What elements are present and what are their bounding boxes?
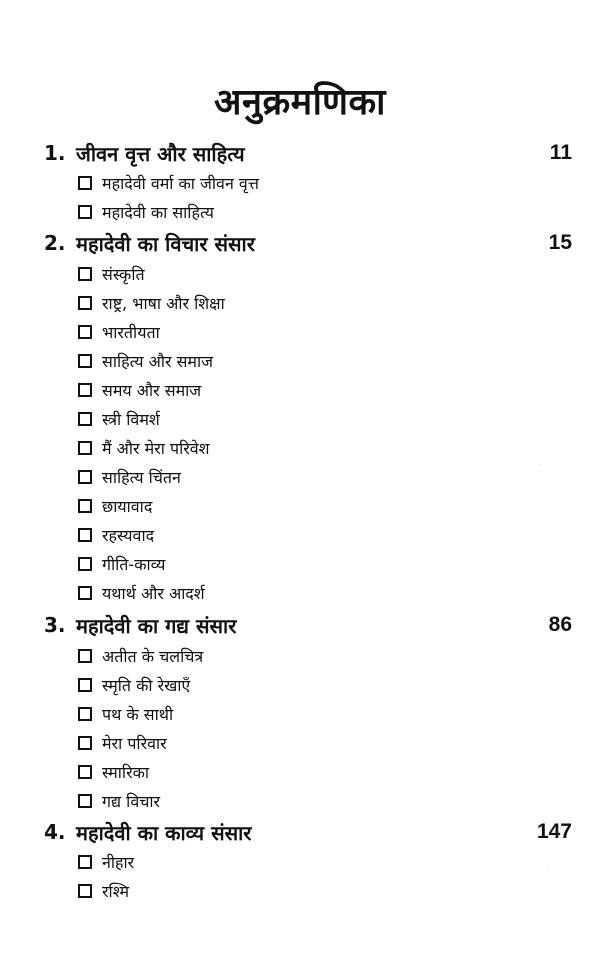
- checkbox-bullet-icon: [78, 383, 92, 397]
- toc-item: [78, 701, 173, 727]
- chapter-heading: [44, 138, 572, 168]
- checkbox-bullet-icon: [78, 678, 92, 692]
- checkbox-bullet-icon: [78, 528, 92, 542]
- chapter-title: महादेवी का काव्य संसार: [76, 820, 252, 845]
- checkbox-bullet-icon: [78, 884, 92, 898]
- checkbox-bullet-icon: [78, 176, 92, 190]
- chapter-number: 2.: [44, 231, 66, 255]
- toc-item-label: रहस्यवाद: [102, 526, 155, 545]
- toc-item: [78, 199, 214, 225]
- toc-item-label: राष्ट्र, भाषा और शिक्षा: [102, 294, 225, 313]
- toc-item: [78, 730, 167, 756]
- checkbox-bullet-icon: [78, 765, 92, 779]
- checkbox-bullet-icon: [78, 707, 92, 721]
- chapter-number: 3.: [44, 613, 66, 637]
- toc-item-label: मैं और मेरा परिवेश: [102, 439, 210, 458]
- toc-item-label: मेरा परिवार: [102, 734, 167, 753]
- chapter-number: 1.: [44, 141, 66, 165]
- toc-item-label: स्मारिका: [102, 763, 150, 782]
- toc-item-label: महादेवी वर्मा का जीवन वृत्त: [102, 174, 259, 193]
- toc-item: [78, 788, 160, 814]
- chapter-title: जीवन वृत्त और साहित्य: [76, 141, 245, 166]
- toc-item-label: साहित्य और समाज: [102, 352, 214, 371]
- chapter-page-number: 15: [548, 231, 572, 254]
- checkbox-bullet-icon: [78, 441, 92, 455]
- toc-item: [78, 580, 205, 606]
- toc-item-label: छायावाद: [102, 497, 153, 516]
- chapter-heading: [44, 610, 572, 640]
- checkbox-bullet-icon: [78, 296, 92, 310]
- toc-item: [78, 319, 160, 345]
- checkbox-bullet-icon: [78, 586, 92, 600]
- toc-item: [78, 878, 129, 904]
- toc-item-label: स्त्री विमर्श: [102, 410, 160, 429]
- toc-item: [78, 522, 154, 548]
- page-title: अनुक्रमणिका: [214, 82, 386, 123]
- checkbox-bullet-icon: [78, 736, 92, 750]
- toc-item: [78, 406, 160, 432]
- checkbox-bullet-icon: [78, 325, 92, 339]
- toc-item: [78, 643, 203, 669]
- checkbox-bullet-icon: [78, 649, 92, 663]
- toc-item: [78, 759, 149, 785]
- toc-item-label: नीहार: [102, 853, 135, 872]
- toc-item-label: संस्कृति: [102, 265, 145, 284]
- toc-item-label: रश्मि: [102, 882, 130, 901]
- checkbox-bullet-icon: [78, 499, 92, 513]
- toc-item-label: गद्य विचार: [102, 792, 161, 811]
- checkbox-bullet-icon: [78, 412, 92, 426]
- toc-item: [78, 493, 152, 519]
- toc-item: [78, 348, 213, 374]
- checkbox-bullet-icon: [78, 267, 92, 281]
- chapter-page-number: 11: [549, 141, 572, 164]
- toc-item-label: भारतीयता: [102, 323, 160, 342]
- toc-item: [78, 377, 201, 403]
- toc-item: [78, 170, 259, 196]
- toc-item: [78, 261, 145, 287]
- toc-item-label: स्मृति की रेखाएँ: [102, 676, 191, 695]
- toc-item-label: पथ के साथी: [102, 705, 174, 724]
- toc-item: [78, 290, 225, 316]
- checkbox-bullet-icon: [78, 470, 92, 484]
- checkbox-bullet-icon: [78, 557, 92, 571]
- toc-item: [78, 551, 165, 577]
- chapter-title: महादेवी का गद्य संसार: [76, 613, 237, 638]
- toc-item-label: साहित्य चिंतन: [102, 468, 181, 487]
- toc-item: [78, 849, 134, 875]
- toc-item-label: यथार्थ और आदर्श: [102, 584, 205, 603]
- chapter-heading: [44, 228, 572, 258]
- toc-item-label: अतीत के चलचित्र: [102, 647, 204, 666]
- chapter-number: 4.: [44, 820, 66, 844]
- chapter-heading: [44, 817, 572, 847]
- chapter-page-number: 147: [536, 820, 572, 843]
- toc-item-label: महादेवी का साहित्य: [102, 203, 214, 222]
- toc-item-label: समय और समाज: [102, 381, 202, 400]
- toc-item-label: गीति-काव्य: [102, 555, 166, 574]
- checkbox-bullet-icon: [78, 354, 92, 368]
- toc-item: [78, 672, 190, 698]
- chapter-page-number: 86: [548, 613, 572, 636]
- toc-item: [78, 435, 210, 461]
- chapter-title: महादेवी का विचार संसार: [76, 231, 255, 256]
- checkbox-bullet-icon: [78, 855, 92, 869]
- checkbox-bullet-icon: [78, 794, 92, 808]
- checkbox-bullet-icon: [78, 205, 92, 219]
- toc-item: [78, 464, 181, 490]
